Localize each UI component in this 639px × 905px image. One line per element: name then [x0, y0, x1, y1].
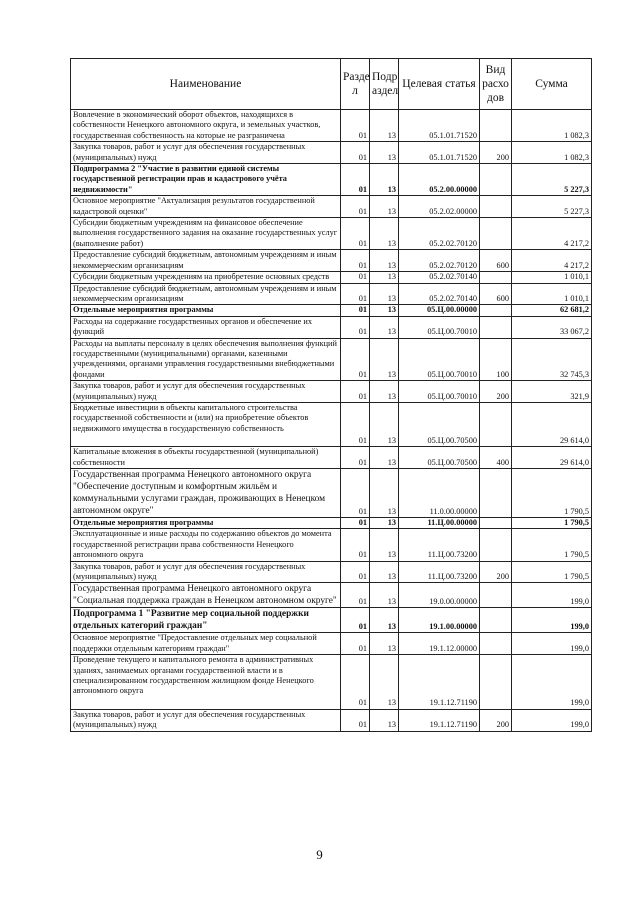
cell-razdel: 01: [341, 110, 370, 142]
cell-name: Проведение текущего и капитального ремонта в административных зданиях, занимаемых органами государственной власти и в специализированном государственном жилищном фонде Ненецкого автономного округа: [71, 655, 341, 710]
cell-podrazdel: 13: [370, 283, 399, 305]
cell-name: Расходы на выплаты персоналу в целях обеспечения выполнения функций государственными (муниципальными) органами, казенными учреждениями, органами управления государственными внебюджетными фондами: [71, 338, 341, 381]
table-row: [71, 196, 592, 218]
cell-podrazdel: 13: [370, 447, 399, 469]
cell-target: 11.0.00.00000: [399, 469, 480, 518]
header-name: Наименование: [71, 59, 341, 110]
cell-podrazdel: 13: [370, 469, 399, 518]
cell-vid: [480, 518, 512, 529]
cell-podrazdel: 13: [370, 583, 399, 608]
cell-vid: 400: [480, 447, 512, 469]
cell-target: 05.Ц.00.70010: [399, 338, 480, 381]
cell-target: 19.0.00.00000: [399, 583, 480, 608]
cell-name: Отдельные мероприятия программы: [71, 518, 341, 529]
cell-vid: [480, 655, 512, 710]
cell-sum: 1 790,5: [512, 529, 592, 561]
table-row: [71, 633, 592, 655]
table-row: [71, 164, 592, 196]
cell-name: Субсидии бюджетным учреждениям на финансовое обеспечение выполнения государственного задания на оказание государственных услуг (выполнение работ): [71, 218, 341, 250]
cell-sum: 199,0: [512, 709, 592, 731]
cell-target: 11.Ц.00.73200: [399, 529, 480, 561]
cell-podrazdel: 13: [370, 250, 399, 272]
table-row: [71, 142, 592, 164]
cell-target: 19.1.12.71190: [399, 709, 480, 731]
cell-sum: 199,0: [512, 583, 592, 608]
cell-podrazdel: 13: [370, 655, 399, 710]
cell-sum: 199,0: [512, 633, 592, 655]
cell-razdel: 01: [341, 583, 370, 608]
cell-name: Отдельные мероприятия программы: [71, 305, 341, 316]
table-row: [71, 469, 592, 518]
cell-vid: [480, 164, 512, 196]
cell-sum: 1 790,5: [512, 561, 592, 583]
table-row: [71, 250, 592, 272]
table-row: [71, 529, 592, 561]
cell-name: Расходы на содержание государственных органов и обеспечение их функций: [71, 316, 341, 338]
cell-name: Предоставление субсидий бюджетным, автономным учреждениям и иным некоммерческим организациям: [71, 283, 341, 305]
table-row: [71, 608, 592, 633]
cell-podrazdel: 13: [370, 608, 399, 633]
table-row: [71, 518, 592, 529]
cell-razdel: 01: [341, 608, 370, 633]
cell-sum: 4 217,2: [512, 218, 592, 250]
table-row: [71, 218, 592, 250]
cell-vid: [480, 583, 512, 608]
cell-podrazdel: 13: [370, 305, 399, 316]
cell-target: 05.2.02.70120: [399, 218, 480, 250]
cell-razdel: 01: [341, 272, 370, 283]
cell-name: Основное мероприятие "Предоставление отдельных мер социальной поддержки отдельным категориям граждан": [71, 633, 341, 655]
cell-razdel: 01: [341, 655, 370, 710]
cell-podrazdel: 13: [370, 561, 399, 583]
cell-sum: 1 790,5: [512, 518, 592, 529]
cell-sum: 1 010,1: [512, 283, 592, 305]
cell-name: Закупка товаров, работ и услуг для обеспечения государственных (муниципальных) нужд: [71, 709, 341, 731]
cell-target: 05.2.02.00000: [399, 196, 480, 218]
cell-podrazdel: 13: [370, 402, 399, 446]
cell-razdel: 01: [341, 381, 370, 403]
cell-target: 05.1.01.71520: [399, 110, 480, 142]
table-row: [71, 447, 592, 469]
cell-sum: 199,0: [512, 608, 592, 633]
cell-podrazdel: 13: [370, 529, 399, 561]
cell-podrazdel: 13: [370, 218, 399, 250]
cell-razdel: 01: [341, 218, 370, 250]
table-row: [71, 283, 592, 305]
cell-razdel: 01: [341, 518, 370, 529]
cell-name: Капитальные вложения в объекты государственной (муниципальной) собственности: [71, 447, 341, 469]
cell-podrazdel: 13: [370, 110, 399, 142]
cell-name: Государственная программа Ненецкого автономного округа "Социальная поддержка граждан в Ненецком автономном округе": [71, 583, 341, 608]
cell-vid: 600: [480, 283, 512, 305]
cell-name: Государственная программа Ненецкого автономного округа "Обеспечение доступным и комфортным жильём и коммунальными услугами граждан, проживающих в Ненецком автономном округе": [71, 469, 341, 518]
cell-razdel: 01: [341, 142, 370, 164]
cell-vid: 200: [480, 709, 512, 731]
cell-vid: [480, 633, 512, 655]
cell-razdel: 01: [341, 305, 370, 316]
cell-name: Предоставление субсидий бюджетным, автономным учреждениям и иным некоммерческим организациям: [71, 250, 341, 272]
cell-name: Бюджетные инвестиции в объекты капитального строительства государственной собственности и (или) на приобретение объектов недвижимого имущества в государственную собственность: [71, 402, 341, 446]
cell-vid: [480, 305, 512, 316]
table-row: [71, 381, 592, 403]
cell-vid: 600: [480, 250, 512, 272]
table-row: [71, 316, 592, 338]
cell-razdel: 01: [341, 316, 370, 338]
header-target: Целевая статья: [399, 59, 480, 110]
cell-name: Закупка товаров, работ и услуг для обеспечения государственных (муниципальных) нужд: [71, 381, 341, 403]
cell-vid: [480, 196, 512, 218]
cell-sum: 5 227,3: [512, 196, 592, 218]
cell-target: 05.Ц.00.70010: [399, 316, 480, 338]
cell-razdel: 01: [341, 529, 370, 561]
cell-razdel: 01: [341, 561, 370, 583]
cell-name: Подпрограмма 1 "Развитие мер социальной поддержки отдельных категорий граждан": [71, 608, 341, 633]
cell-razdel: 01: [341, 164, 370, 196]
table-row: [71, 709, 592, 731]
cell-podrazdel: 13: [370, 709, 399, 731]
cell-target: 05.Ц.00.00000: [399, 305, 480, 316]
cell-sum: 199,0: [512, 655, 592, 710]
cell-target: 05.2.02.70140: [399, 283, 480, 305]
cell-sum: 29 614,0: [512, 402, 592, 446]
cell-sum: 32 745,3: [512, 338, 592, 381]
cell-vid: [480, 608, 512, 633]
document-page: [70, 58, 591, 732]
cell-target: 05.Ц.00.70010: [399, 381, 480, 403]
cell-podrazdel: 13: [370, 272, 399, 283]
cell-vid: [480, 469, 512, 518]
cell-target: 05.Ц.00.70500: [399, 447, 480, 469]
cell-target: 19.1.12.71190: [399, 655, 480, 710]
header-razdel: Разде л: [341, 59, 370, 110]
cell-target: 05.2.02.70120: [399, 250, 480, 272]
cell-name: Эксплуатационные и иные расходы по содержанию объектов до момента государственной регистрации права собственности Ненецкого автономного округа: [71, 529, 341, 561]
cell-razdel: 01: [341, 633, 370, 655]
table-row: [71, 305, 592, 316]
cell-target: 19.1.12.00000: [399, 633, 480, 655]
cell-target: 05.1.01.71520: [399, 142, 480, 164]
cell-vid: [480, 272, 512, 283]
cell-name: Субсидии бюджетным учреждениям на приобретение основных средств: [71, 272, 341, 283]
cell-target: 05.2.00.00000: [399, 164, 480, 196]
cell-name: Закупка товаров, работ и услуг для обеспечения государственных (муниципальных) нужд: [71, 561, 341, 583]
cell-razdel: 01: [341, 283, 370, 305]
cell-razdel: 01: [341, 447, 370, 469]
table-row: [71, 402, 592, 446]
cell-podrazdel: 13: [370, 164, 399, 196]
cell-podrazdel: 13: [370, 338, 399, 381]
cell-name: Подпрограмма 2 "Участие в развитии единой системы государственной регистрации прав и кадастрового учёта недвижимости": [71, 164, 341, 196]
table-row: [71, 655, 592, 710]
table-row: [71, 272, 592, 283]
cell-razdel: 01: [341, 709, 370, 731]
cell-podrazdel: 13: [370, 518, 399, 529]
cell-vid: [480, 316, 512, 338]
page-number: 9: [316, 847, 323, 862]
cell-sum: 33 067,2: [512, 316, 592, 338]
cell-sum: 4 217,2: [512, 250, 592, 272]
table-row: [71, 110, 592, 142]
cell-vid: [480, 402, 512, 446]
cell-target: 11.Ц.00.00000: [399, 518, 480, 529]
header-podrazdel: Подр аздел: [370, 59, 399, 110]
table-row: [71, 561, 592, 583]
cell-razdel: 01: [341, 469, 370, 518]
cell-target: 05.2.02.70140: [399, 272, 480, 283]
cell-sum: 5 227,3: [512, 164, 592, 196]
table-row: [71, 583, 592, 608]
cell-target: 11.Ц.00.73200: [399, 561, 480, 583]
table-row: [71, 338, 592, 381]
cell-sum: 1 010,1: [512, 272, 592, 283]
cell-vid: [480, 529, 512, 561]
cell-podrazdel: 13: [370, 142, 399, 164]
table-header-row: [71, 59, 592, 110]
cell-razdel: 01: [341, 402, 370, 446]
cell-podrazdel: 13: [370, 381, 399, 403]
cell-sum: 1 082,3: [512, 110, 592, 142]
cell-sum: 1 790,5: [512, 469, 592, 518]
cell-razdel: 01: [341, 250, 370, 272]
cell-vid: 200: [480, 381, 512, 403]
cell-sum: 321,9: [512, 381, 592, 403]
cell-vid: 200: [480, 561, 512, 583]
header-sum: Сумма: [512, 59, 592, 110]
header-vid: Вид расхо дов: [480, 59, 512, 110]
cell-sum: 62 681,2: [512, 305, 592, 316]
cell-razdel: 01: [341, 196, 370, 218]
cell-sum: 29 614,0: [512, 447, 592, 469]
cell-name: Вовлечение в экономический оборот объектов, находящихся в собственности Ненецкого автономного округа, и земельных участков, государственная собственность на которые не разграничена: [71, 110, 341, 142]
cell-podrazdel: 13: [370, 633, 399, 655]
cell-vid: [480, 218, 512, 250]
table-body: [71, 110, 592, 732]
cell-target: 19.1.00.00000: [399, 608, 480, 633]
cell-podrazdel: 13: [370, 316, 399, 338]
cell-name: Основное мероприятие "Актуализация результатов государственной кадастровой оценки": [71, 196, 341, 218]
cell-vid: 200: [480, 142, 512, 164]
cell-target: 05.Ц.00.70500: [399, 402, 480, 446]
cell-razdel: 01: [341, 338, 370, 381]
cell-name: Закупка товаров, работ и услуг для обеспечения государственных (муниципальных) нужд: [71, 142, 341, 164]
cell-podrazdel: 13: [370, 196, 399, 218]
cell-vid: [480, 110, 512, 142]
budget-table: [70, 58, 592, 732]
cell-vid: 100: [480, 338, 512, 381]
cell-sum: 1 082,3: [512, 142, 592, 164]
